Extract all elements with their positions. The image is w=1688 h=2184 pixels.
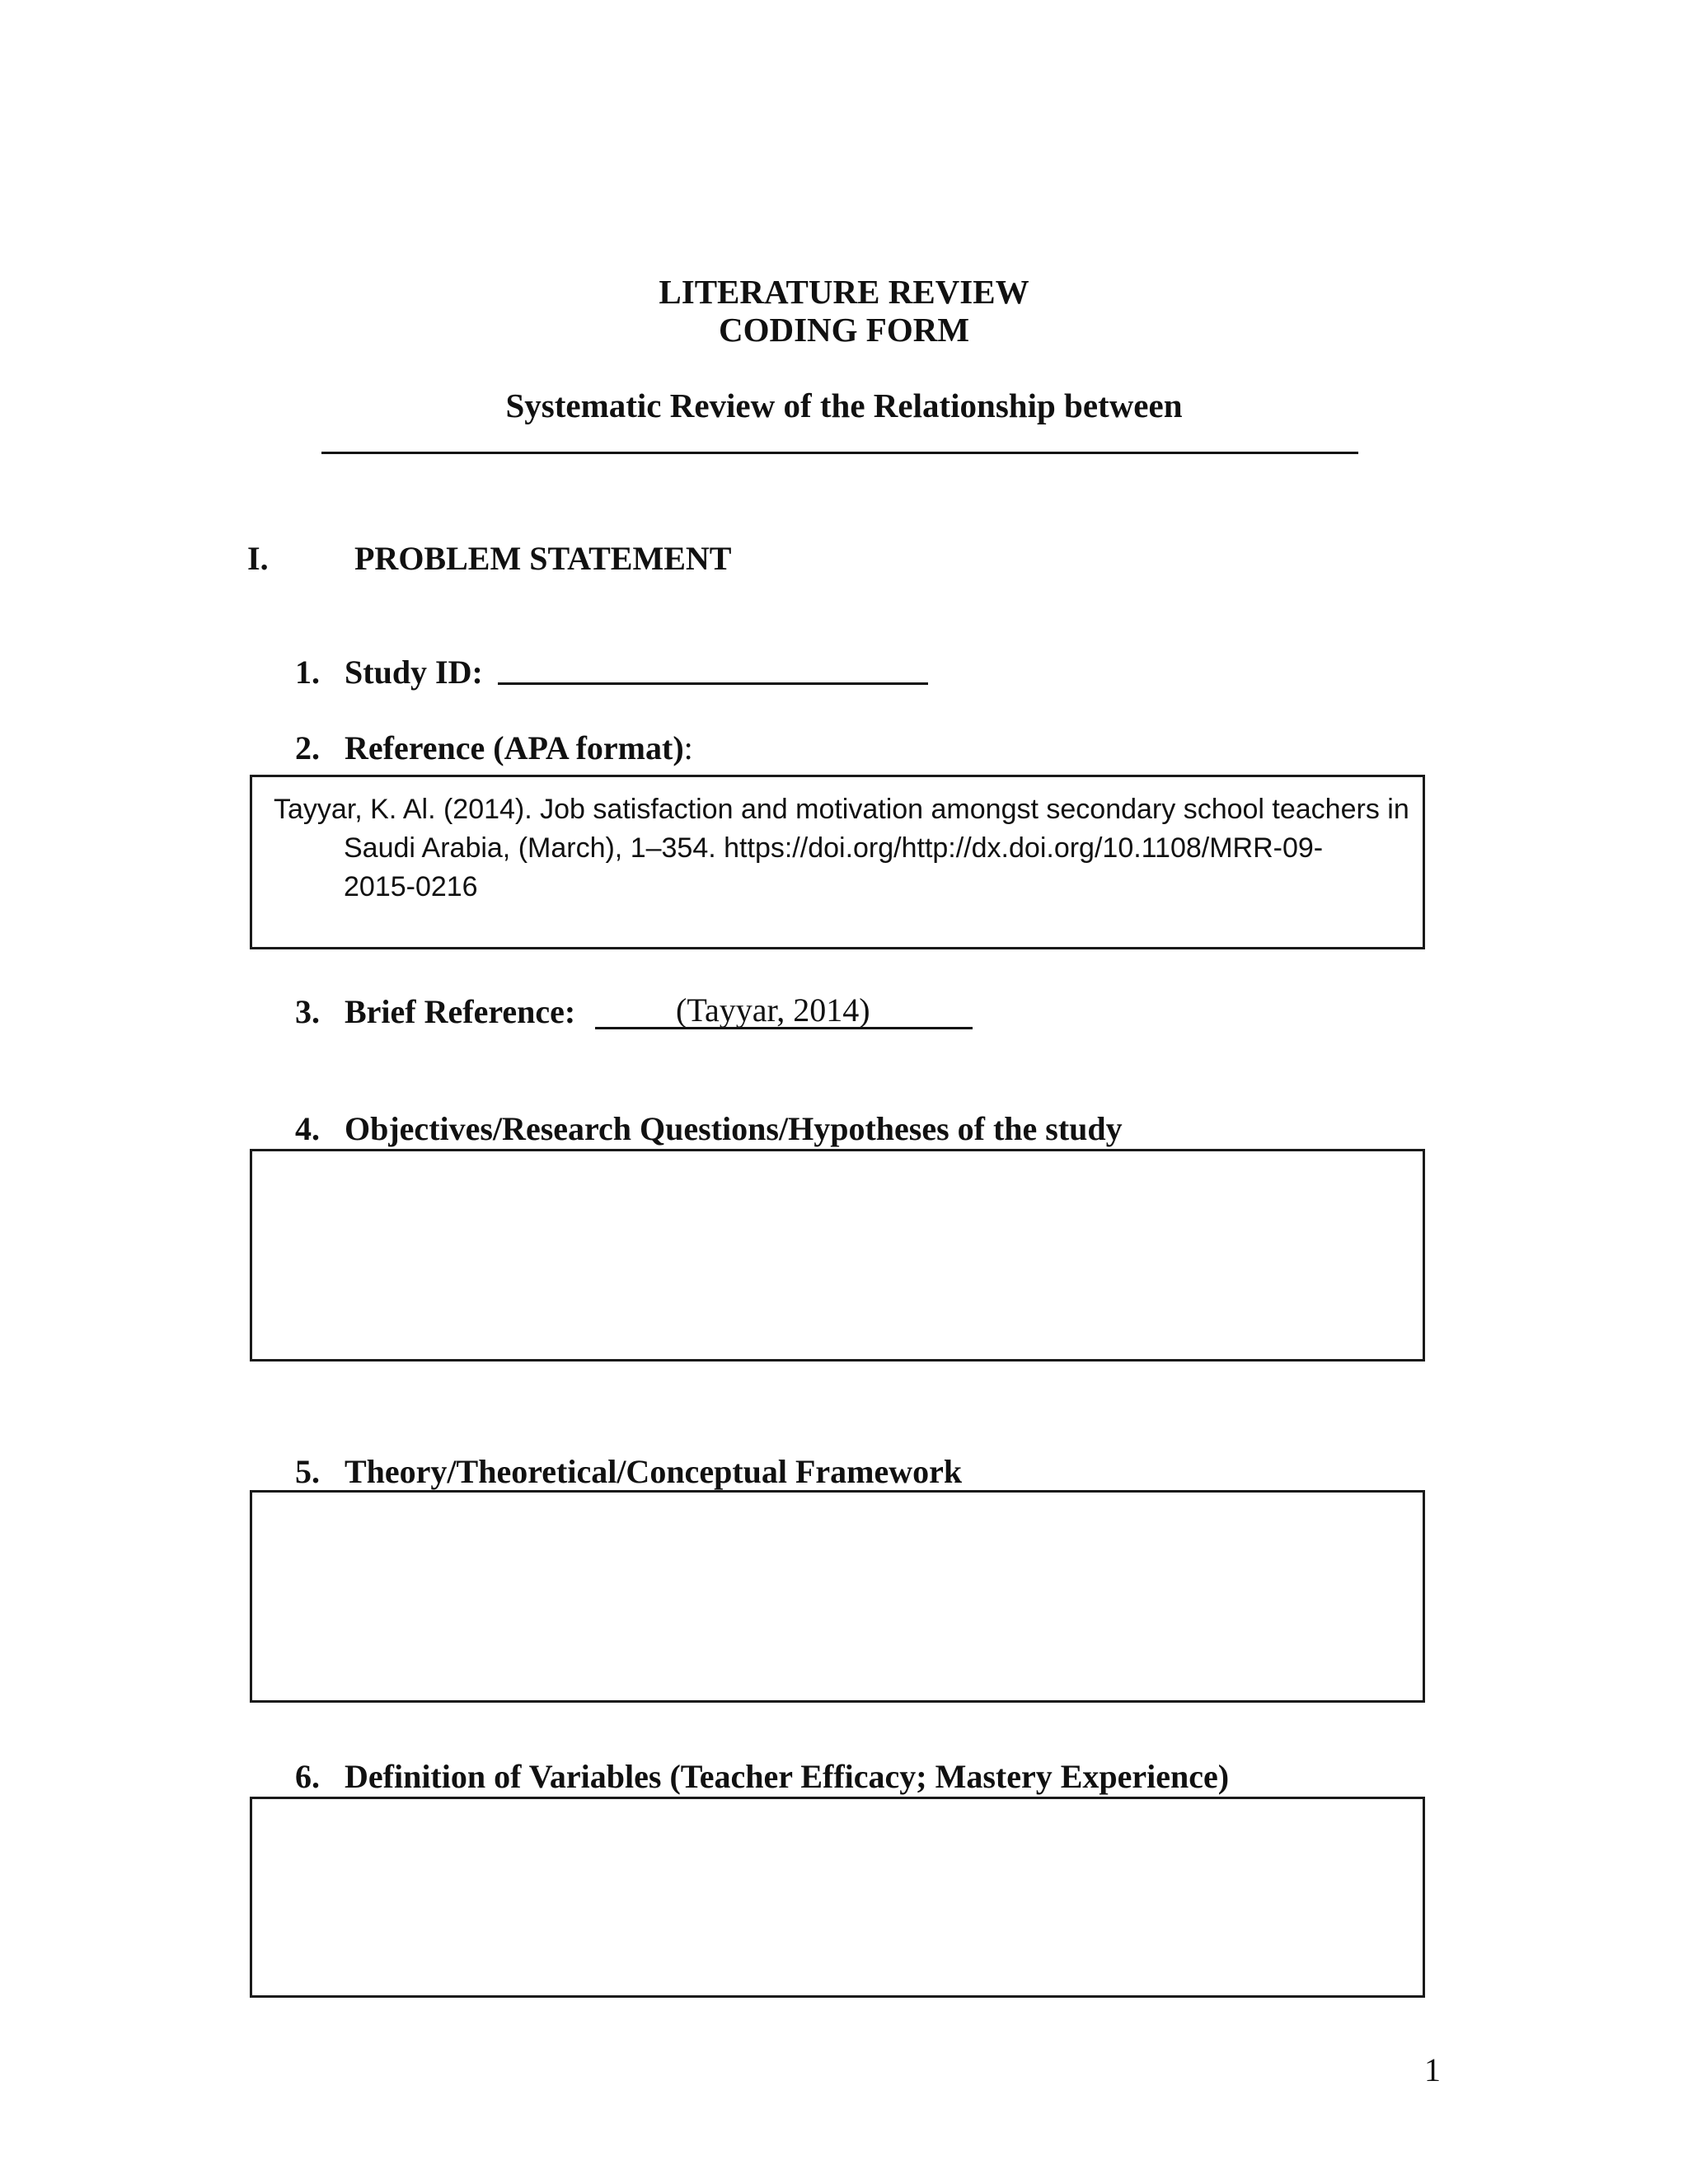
reference-box[interactable] [250,775,1425,949]
variables-box[interactable] [250,1797,1425,1998]
item-label: Theory/Theoretical/Conceptual Framework [345,1453,963,1490]
theory-box[interactable] [250,1490,1425,1703]
form-title-line2: CODING FORM [718,311,970,349]
form-title-line1: LITERATURE REVIEW [659,273,1029,311]
objectives-box[interactable] [250,1149,1425,1361]
item-number: 6. [295,1758,320,1795]
study-id-blank-line[interactable] [498,682,928,685]
item-number: 3. [295,993,320,1030]
item-number: 2. [295,729,320,766]
item-number: 1. [295,654,320,691]
reference-line: Saudi Arabia, (March), 1–354. https://doi.org/http://dx.doi.org/10.1108/MRR-09- [344,832,1324,864]
section-numeral: I. [247,540,269,577]
subtitle-blank-line[interactable] [321,452,1358,454]
item-label: Objectives/Research Questions/Hypotheses of the study [345,1110,1123,1147]
page-number: 1 [1424,2051,1441,2088]
item-number: 4. [295,1110,320,1147]
form-subtitle: Systematic Review of the Relationship between [505,387,1183,424]
section-title: PROBLEM STATEMENT [354,540,732,577]
item-number: 5. [295,1453,320,1490]
reference-line: 2015-0216 [344,871,478,902]
reference-text [274,790,1419,907]
item-label: Study ID: [345,654,483,691]
item-label: Reference (APA format): [345,729,693,766]
item-label: Definition of Variables (Teacher Efficacy; Mastery Experience) [345,1758,1230,1795]
brief-reference-value[interactable]: (Tayyar, 2014) [676,991,870,1029]
reference-line: Tayyar, K. Al. (2014). Job satisfaction and motivation amongst secondary school teachers in [274,794,1409,825]
item-label: Brief Reference: [345,993,576,1030]
